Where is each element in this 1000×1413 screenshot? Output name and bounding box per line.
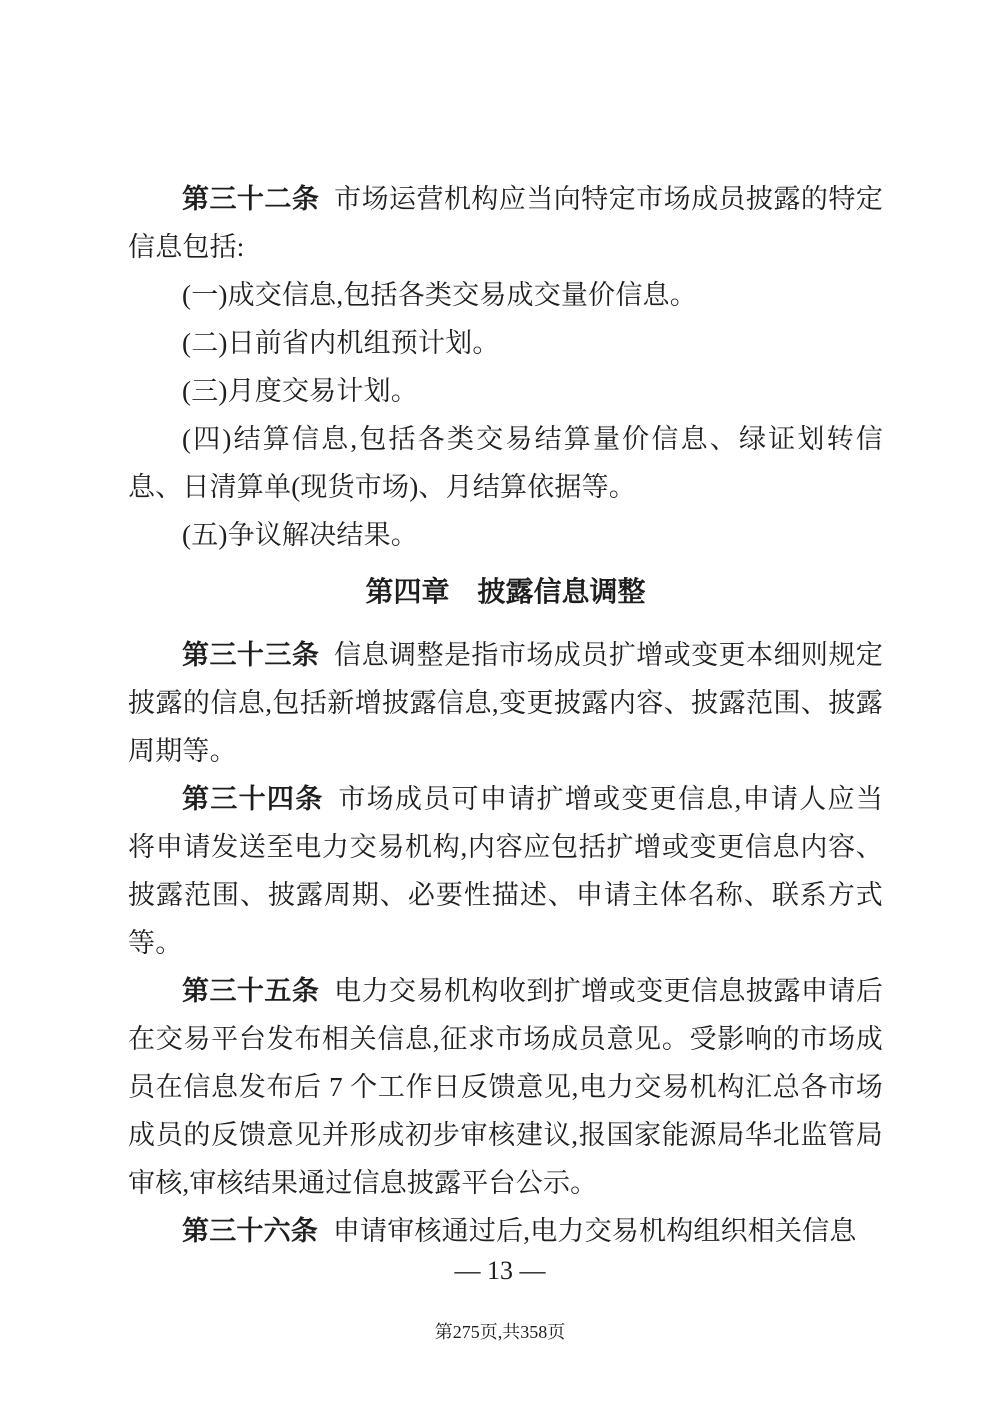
article-36-text: 申请审核通过后,电力交易机构组织相关信息 xyxy=(332,1216,857,1246)
article-34-paragraph xyxy=(128,775,883,967)
list-item-5: (五)争议解决结果。 xyxy=(182,520,418,550)
pdf-page-info: 第275页,共358页 xyxy=(434,1322,566,1342)
list-item-2: (二)日前省内机组预计划。 xyxy=(182,328,500,358)
article-34-number: 第三十四条 xyxy=(182,784,324,814)
list-item-3: (三)月度交易计划。 xyxy=(182,376,418,406)
list-item-1: (一)成交信息,包括各类交易成交量价信息。 xyxy=(182,280,697,310)
article-33-paragraph xyxy=(128,631,883,775)
article-32-paragraph xyxy=(128,175,883,271)
article-35-number: 第三十五条 xyxy=(182,976,320,1006)
article-35-text: 电力交易机构收到扩增或变更信息披露申请后在交易平台发布相关信息,征求市场成员意见。受影响的市场成员在信息发布后 7 个工作日反馈意见,电力交易机构汇总各市场成员的反馈意见并形成初步审核建议,报国家能源局华北监管局审核,审核结果通过信息披露平台公示。 xyxy=(128,976,884,1198)
document-page-number: — 13 — xyxy=(454,1256,546,1285)
article-36-paragraph xyxy=(128,1207,883,1255)
article-33-number: 第三十三条 xyxy=(182,640,320,670)
article-32-number: 第三十二条 xyxy=(182,184,320,214)
article-35-paragraph xyxy=(128,967,883,1207)
article-36-number: 第三十六条 xyxy=(182,1216,318,1246)
article-32-text: 市场运营机构应当向特定市场成员披露的特定信息包括: xyxy=(128,184,884,262)
article-33-text: 信息调整是指市场成员扩增或变更本细则规定披露的信息,包括新增披露信息,变更披露内容、披露范围、披露周期等。 xyxy=(128,640,884,766)
chapter-heading: 第四章 披露信息调整 xyxy=(365,576,646,607)
article-34-text: 市场成员可申请扩增或变更信息,申请人应当将申请发送至电力交易机构,内容应包括扩增或变更信息内容、披露范围、披露周期、必要性描述、申请主体名称、联系方式等。 xyxy=(128,784,884,958)
list-item-4: (四)结算信息,包括各类交易结算量价信息、绿证划转信息、日清算单(现货市场)、月结算依据等。 xyxy=(128,424,883,502)
document-body xyxy=(128,175,883,1255)
